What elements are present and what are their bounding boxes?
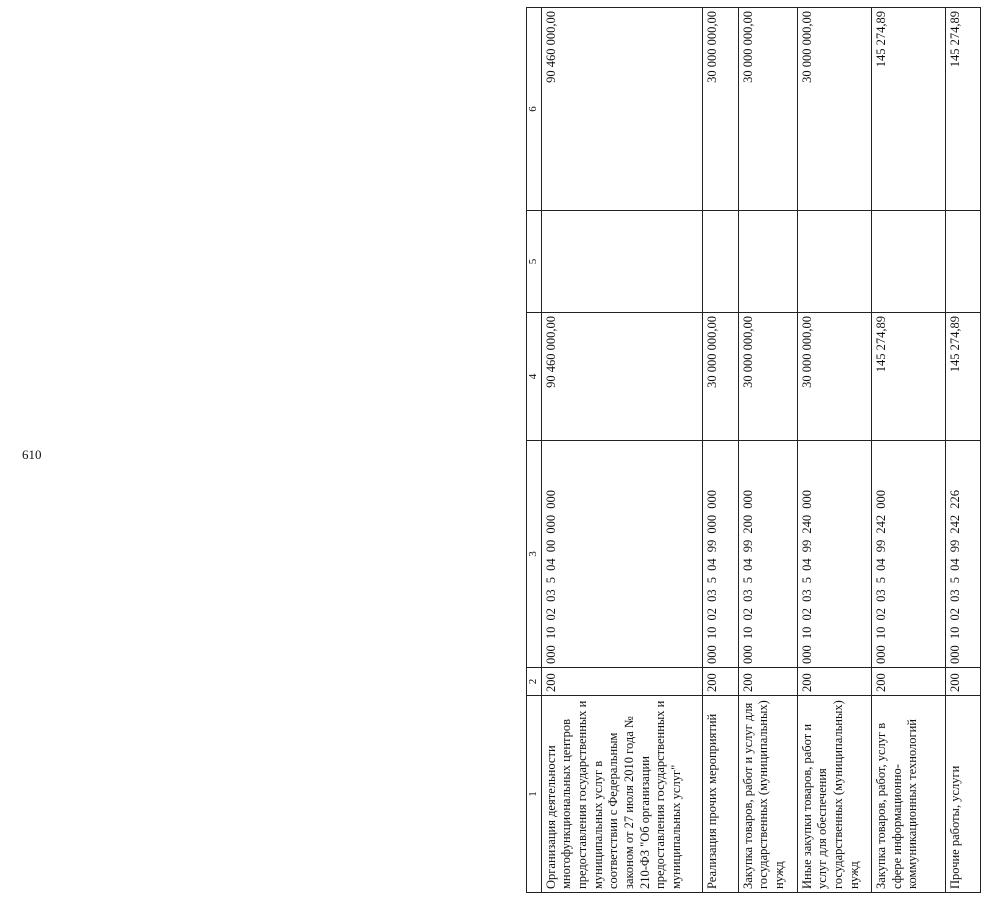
row-admin: 200: [797, 668, 872, 696]
row-col5: [797, 211, 872, 313]
row-col5: [738, 211, 797, 313]
row-amount: 30 000 000,00: [703, 313, 738, 441]
row-col6: 30 000 000,00: [703, 8, 738, 211]
header-cell: 3: [527, 441, 542, 668]
row-name: Организация деятельности многофункциональных центров предоставления государственных и муниципальных услуг в соответствии с Федеральным законом от 27 июля 2010 года № 210-ФЗ "Об организации предоставления государственных и муниципальных услуг": [541, 696, 703, 893]
row-col5: [703, 211, 738, 313]
row-amount: 30 000 000,00: [738, 313, 797, 441]
header-cell: 6: [527, 8, 542, 211]
row-name: Реализация прочих мероприятий: [703, 696, 738, 893]
header-cell: 2: [527, 668, 542, 696]
row-code: 000 10 02 03 5 04 99 242 000: [872, 441, 946, 668]
row-col5: [872, 211, 946, 313]
row-admin: 200: [703, 668, 738, 696]
row-name: Закупка товаров, работ и услуг для государственных (муниципальных) нужд: [738, 696, 797, 893]
row-code: 000 10 02 03 5 04 99 240 000: [797, 441, 872, 668]
table-row: [872, 8, 946, 893]
table-row: [738, 8, 797, 893]
row-name: Иные закупки товаров, работ и услуг для обеспечения государственных (муниципальных) нужд: [797, 696, 872, 893]
rotated-page: [526, 8, 981, 893]
row-name: Закупка товаров, работ, услуг в сфере информационно-коммуникационных технологий: [872, 696, 946, 893]
row-col6: 30 000 000,00: [738, 8, 797, 211]
page-number: 610: [22, 447, 42, 462]
row-admin: 200: [738, 668, 797, 696]
row-amount: 30 000 000,00: [797, 313, 872, 441]
row-amount: 145 274,89: [872, 313, 946, 441]
header-row: [527, 8, 542, 893]
table-row: [945, 8, 980, 893]
row-code: 000 10 02 03 5 04 99 200 000: [738, 441, 797, 668]
row-name: Прочие работы, услуги: [945, 696, 980, 893]
row-amount: 90 460 000,00: [541, 313, 703, 441]
budget-table: [526, 7, 981, 893]
row-col6: 145 274,89: [872, 8, 946, 211]
row-col6: 30 000 000,00: [797, 8, 872, 211]
row-admin: 200: [872, 668, 946, 696]
row-col5: [945, 211, 980, 313]
table-row: [541, 8, 703, 893]
row-admin: 200: [945, 668, 980, 696]
header-cell: 5: [527, 211, 542, 313]
row-col6: 90 460 000,00: [541, 8, 703, 211]
header-cell: 4: [527, 313, 542, 441]
row-col6: 145 274,89: [945, 8, 980, 211]
row-code: 000 10 02 03 5 04 99 242 226: [945, 441, 980, 668]
header-cell: 1: [527, 696, 542, 893]
table-row: [797, 8, 872, 893]
row-col5: [541, 211, 703, 313]
row-amount: 145 274,89: [945, 313, 980, 441]
row-code: 000 10 02 03 5 04 00 000 000: [541, 441, 703, 668]
row-admin: 200: [541, 668, 703, 696]
table-row: [703, 8, 738, 893]
row-code: 000 10 02 03 5 04 99 000 000: [703, 441, 738, 668]
